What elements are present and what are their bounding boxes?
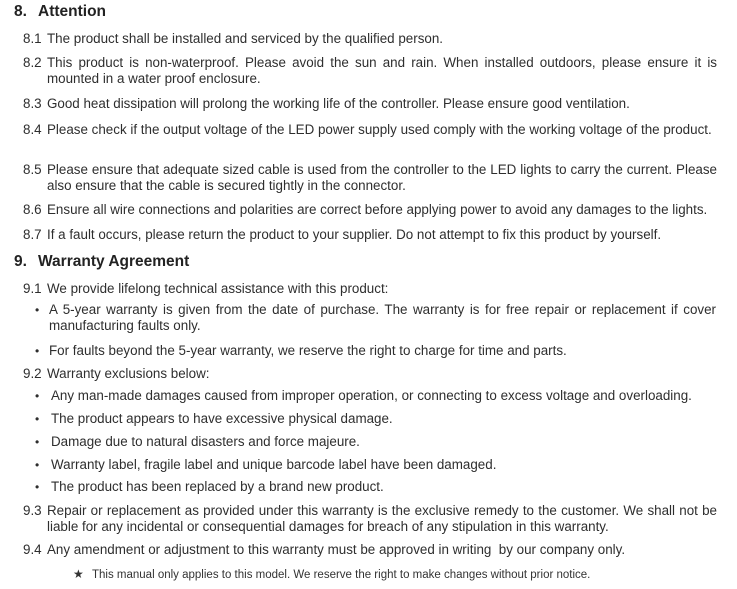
bullet-text: A 5-year warranty is given from the date of purchase. The warranty is for free repair or replacement if cover manufacturing faults only. [49, 302, 716, 333]
item-8-4 [23, 122, 717, 138]
item-number: 9.3 [23, 503, 42, 518]
section-9-heading [14, 253, 189, 271]
item-text: Repair or replacement as provided under this warranty is the exclusive remedy to the customer. We shall not be liable for any incidental or consequential damages for breach of any stipulation in this warranty. [47, 503, 717, 534]
item-8-6 [23, 202, 723, 218]
item-number: 8.5 [23, 162, 42, 177]
item-number: 9.4 [23, 542, 42, 557]
item-9-1 [23, 281, 723, 297]
item-text: Warranty exclusions below: [47, 366, 210, 381]
bullet-dot: • [35, 344, 40, 358]
item-text: Please ensure that adequate sized cable is used from the controller to the LED lights to carry the current. Please also ensure that the cable is secured tightly in the connector. [47, 162, 717, 193]
item-text: Please check if the output voltage of the LED power supply used comply with the working voltage of the product. [47, 122, 712, 137]
item-text: Good heat dissipation will prolong the working life of the controller. Please ensure good ventilation. [47, 96, 630, 111]
bullet-dot: • [35, 389, 40, 403]
item-8-5 [23, 162, 717, 194]
section-8-number: 8. [14, 3, 27, 20]
section-9-title: Warranty Agreement [38, 253, 190, 270]
bullet-dot: • [35, 412, 40, 426]
item-8-3 [23, 96, 723, 112]
item-8-1 [23, 31, 723, 47]
bullet-dot: • [35, 435, 40, 449]
item-text: We provide lifelong technical assistance with this product: [47, 281, 389, 296]
item-number: 9.2 [23, 366, 42, 381]
bullet-9-2-b [35, 411, 725, 427]
item-number: 8.3 [23, 96, 42, 111]
item-text: The product shall be installed and serviced by the qualified person. [47, 31, 444, 46]
item-text: This product is non-waterproof. Please avoid the sun and rain. When installed outdoors, please ensure it is mounted in a water proof enclosure. [47, 55, 717, 86]
bullet-text: The product appears to have excessive physical damage. [51, 411, 393, 426]
footer-note [73, 567, 590, 581]
bullet-text: For faults beyond the 5-year warranty, we reserve the right to charge for time and parts. [49, 343, 567, 358]
section-8-heading [14, 3, 106, 21]
section-9-number: 9. [14, 253, 27, 270]
bullet-text: Damage due to natural disasters and force majeure. [51, 434, 360, 449]
item-text: Any amendment or adjustment to this warranty must be approved in writing by our company only. [47, 542, 626, 557]
star-icon: ★ [73, 567, 84, 581]
item-8-7 [23, 227, 723, 243]
bullet-9-2-e [35, 479, 725, 495]
bullet-text: Warranty label, fragile label and unique barcode label have been damaged. [51, 457, 497, 472]
item-number: 8.6 [23, 202, 42, 217]
item-9-3 [23, 503, 717, 535]
item-text: If a fault occurs, please return the product to your supplier. Do not attempt to fix this product by yourself. [47, 227, 662, 242]
bullet-9-2-d [35, 457, 725, 473]
bullet-dot: • [35, 480, 40, 494]
bullet-9-1-b [35, 343, 716, 359]
bullet-dot: • [35, 303, 40, 317]
bullet-text: Any man-made damages caused from improper operation, or connecting to excess voltage and overloading. [51, 388, 692, 403]
item-number: 8.7 [23, 227, 42, 242]
item-9-4 [23, 542, 723, 558]
item-number: 8.1 [23, 31, 42, 46]
item-number: 8.4 [23, 122, 42, 137]
item-8-2 [23, 55, 717, 87]
section-8-title: Attention [38, 3, 107, 20]
item-9-2 [23, 366, 723, 382]
bullet-9-2-c [35, 434, 725, 450]
bullet-dot: • [35, 458, 40, 472]
bullet-text: The product has been replaced by a brand new product. [51, 479, 384, 494]
item-number: 8.2 [23, 55, 42, 70]
bullet-9-1-a [35, 302, 716, 334]
item-text: Ensure all wire connections and polarities are correct before applying power to avoid any damages to the lights. [47, 202, 708, 217]
footer-note-text: This manual only applies to this model. We reserve the right to make changes without prior notice. [92, 569, 591, 581]
bullet-9-2-a [35, 388, 725, 404]
item-number: 9.1 [23, 281, 42, 296]
